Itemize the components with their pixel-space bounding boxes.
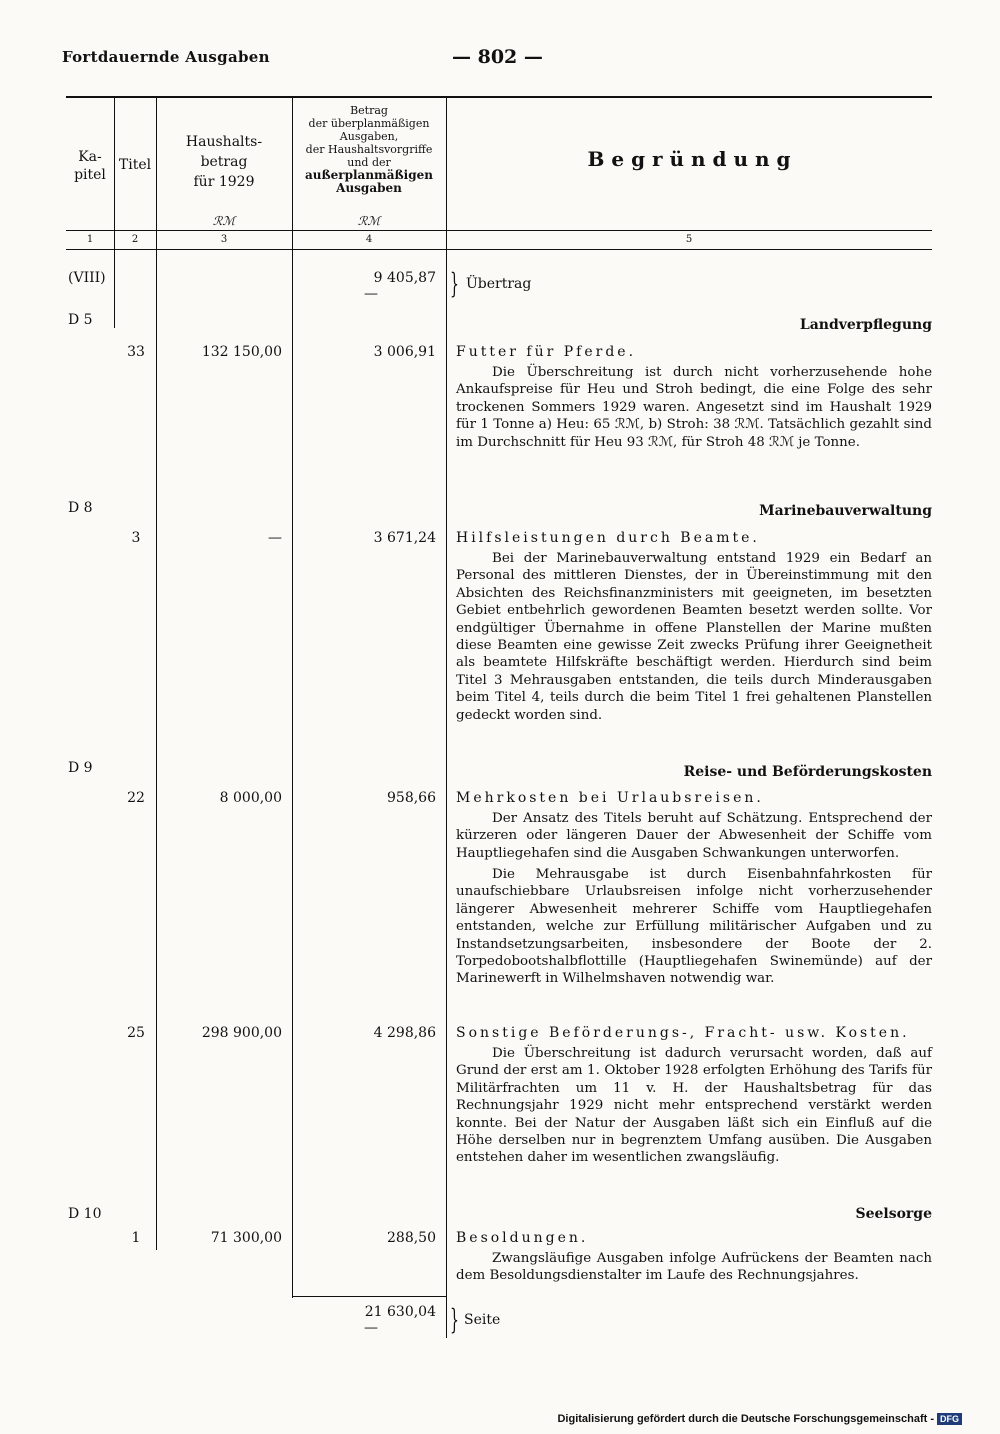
section-reisekosten: Reise- und Beförderungskosten bbox=[683, 764, 932, 780]
kapitel-d8: D 8 bbox=[68, 500, 93, 516]
column-number-rule bbox=[66, 249, 932, 250]
header-titel: Titel bbox=[118, 157, 152, 173]
col-divider-2b bbox=[156, 250, 157, 1250]
amount-22: 958,66 bbox=[387, 790, 436, 806]
amount-33: 3 006,91 bbox=[373, 344, 436, 360]
item-sonstige: Sonstige Beförderungs-, Fracht- usw. Kosten. bbox=[456, 1025, 910, 1041]
text-d9c: Die Überschreitung ist dadurch verursacht worden, daß auf Grund der erst am 1. Oktober 1928 erfolgten Erhöhung des Tarifs für Militärfrachten um 11 v. H. der Haushaltsbetrag für das Rechnungsjahr 1929 nicht mehr entsprechend verstärkt werden konnte. Bei der Natur der Ausgaben läßt sich ein Einfluß auf die Höhe derselben nur in begrenztem Umfang ausüben. Die Ausgaben entstehen daher im wesentlichen zwangsläufig. bbox=[456, 1046, 932, 1166]
col-number-3: 3 bbox=[220, 234, 228, 245]
unit-col3: ℛℳ bbox=[212, 214, 236, 228]
amount-carry: 9 405,87 bbox=[373, 270, 436, 286]
titel-3: 3 bbox=[131, 530, 141, 546]
amount-page-total: 21 630,04 bbox=[364, 1304, 436, 1320]
budget-25: 298 900,00 bbox=[201, 1025, 282, 1041]
brace-icon: } bbox=[450, 1303, 459, 1336]
budget-22: 8 000,00 bbox=[219, 790, 282, 806]
budget-3: — bbox=[268, 530, 282, 546]
budget-1: 71 300,00 bbox=[210, 1230, 282, 1246]
kapitel-d10: D 10 bbox=[68, 1206, 102, 1222]
table-top-rule bbox=[66, 96, 932, 98]
titel-22: 22 bbox=[127, 790, 145, 806]
running-title: Fortdauernde Ausgaben bbox=[62, 48, 270, 66]
item-hilfsleistungen: Hilfsleistungen durch Beamte. bbox=[456, 530, 760, 546]
col-divider-1b bbox=[114, 250, 115, 310]
section-marinebauverwaltung: Marinebauverwaltung bbox=[759, 503, 932, 519]
header-betrag: Betrag der überplanmäßigen Ausgaben, der Haushaltsvorgriffe und der bbox=[305, 104, 433, 169]
kapitel-d5: D 5 bbox=[68, 312, 93, 328]
total-rule bbox=[292, 1296, 446, 1297]
text-d9a: Der Ansatz des Titels beruht auf Schätzung. Entsprechend der kürzeren oder längeren Dauer der Abwesenheit der Schiffe vom Hauptliegehafen sind die Ausgaben Schwankungen unterworfen. bbox=[456, 811, 932, 861]
amount-25: 4 298,86 bbox=[373, 1025, 436, 1041]
col-divider-3 bbox=[292, 98, 293, 1298]
text-d10: Zwangsläufige Ausgaben infolge Aufrückens der Beamten nach dem Besoldungsdienstalter im Laufe des Rechnungsjahres. bbox=[456, 1251, 932, 1284]
header-kapitel: Ka- pitel bbox=[74, 149, 106, 183]
col-number-5: 5 bbox=[685, 234, 693, 245]
text-d5: Die Überschreitung ist durch nicht vorherzusehende hohe Ankaufspreise für Heu und Stroh bedingt, die eine Folge des sehr trockenen Sommers 1929 waren. Angesetzt sind im Haushalt 1929 für 1 Tonne a) Heu: 65 ℛℳ, b) Stroh: 38 ℛℳ. Tatsächlich gezahlt sind im Durchschnitt für Heu 93 ℛℳ, für Stroh 48 ℛℳ je Tonne. bbox=[456, 365, 932, 450]
item-besoldungen: Besoldungen. bbox=[456, 1230, 589, 1246]
budget-33: 132 150,00 bbox=[201, 344, 282, 360]
header-begruendung: B e g r ü n d u n g bbox=[587, 147, 791, 171]
header-haushaltsbetrag: Haushalts- betrag für 1929 bbox=[185, 134, 263, 190]
unit-col4: ℛℳ bbox=[357, 214, 381, 228]
carry-dash: — bbox=[364, 286, 378, 302]
titel-1: 1 bbox=[131, 1230, 141, 1246]
dfg-logo: DFG bbox=[937, 1413, 962, 1425]
col-number-1: 1 bbox=[86, 234, 94, 245]
item-futter: Futter für Pferde. bbox=[456, 344, 637, 360]
total-label: Seite bbox=[464, 1312, 501, 1328]
section-landverpflegung: Landverpflegung bbox=[799, 317, 932, 333]
carry-label: Übertrag bbox=[466, 276, 532, 292]
brace-icon: } bbox=[450, 267, 459, 300]
amount-1: 288,50 bbox=[387, 1230, 436, 1246]
col-number-4: 4 bbox=[365, 234, 373, 245]
kapitel-carry: (VIII) bbox=[68, 270, 106, 286]
header-rule bbox=[66, 230, 932, 231]
amount-3: 3 671,24 bbox=[373, 530, 436, 546]
page-number: — 802 — bbox=[452, 46, 543, 68]
footer-text: Digitalisierung gefördert durch die Deutsche Forschungsgemeinschaft - bbox=[557, 1413, 934, 1425]
col-number-2: 2 bbox=[131, 234, 139, 245]
text-d9b: Die Mehrausgabe ist durch Eisenbahnfahrkosten für unaufschiebbare Urlaubsreisen infolge nicht vorherzusehender längerer Abwesenheit mehrerer Schiffe vom Hauptliegehafen entstanden, welche zur Erfüllung militärischer Aufgaben und zu Instandsetzungsarbeiten, insbesondere der Boote der 2. Torpedobootshalbflottille (Hauptliegehafen Swinemünde) auf der Marinewerft in Wilhelmshaven notwendig war. bbox=[456, 867, 932, 987]
titel-25: 25 bbox=[127, 1025, 145, 1041]
total-dash: — bbox=[364, 1320, 378, 1336]
kapitel-d9: D 9 bbox=[68, 760, 93, 776]
digitization-footer bbox=[557, 1413, 962, 1425]
text-d8: Bei der Marinebauverwaltung entstand 1929 ein Bedarf an Personal des mittleren Dienstes, der in Übereinstimmung mit den Absichten des Reichsfinanzministers mit geeigneten, im besetzten Gebiet entbehrlich gewordenen Beamten besetzt werden sollte. Vor endgültiger Übernahme in offene Planstellen der Marine mußten diese Beamten eine gewisse Zeit zwecks Prüfung ihrer Geeignetheit als beamtete Hilfskräfte beschäftigt werden. Hierdurch sind beim Titel 3 Mehrausgaben entstanden, die teils durch Minderausgaben beim Titel 4, teils durch die beim Titel 1 frei gehaltenen Planstellen gedeckt worden sind. bbox=[456, 551, 932, 723]
header-betrag-bold: außerplanmäßigen Ausgaben bbox=[305, 168, 433, 195]
col-divider-4 bbox=[446, 98, 447, 1338]
titel-33: 33 bbox=[127, 344, 145, 360]
section-seelsorge: Seelsorge bbox=[855, 1206, 932, 1222]
item-mehrkosten: Mehrkosten bei Urlaubsreisen. bbox=[456, 790, 764, 806]
